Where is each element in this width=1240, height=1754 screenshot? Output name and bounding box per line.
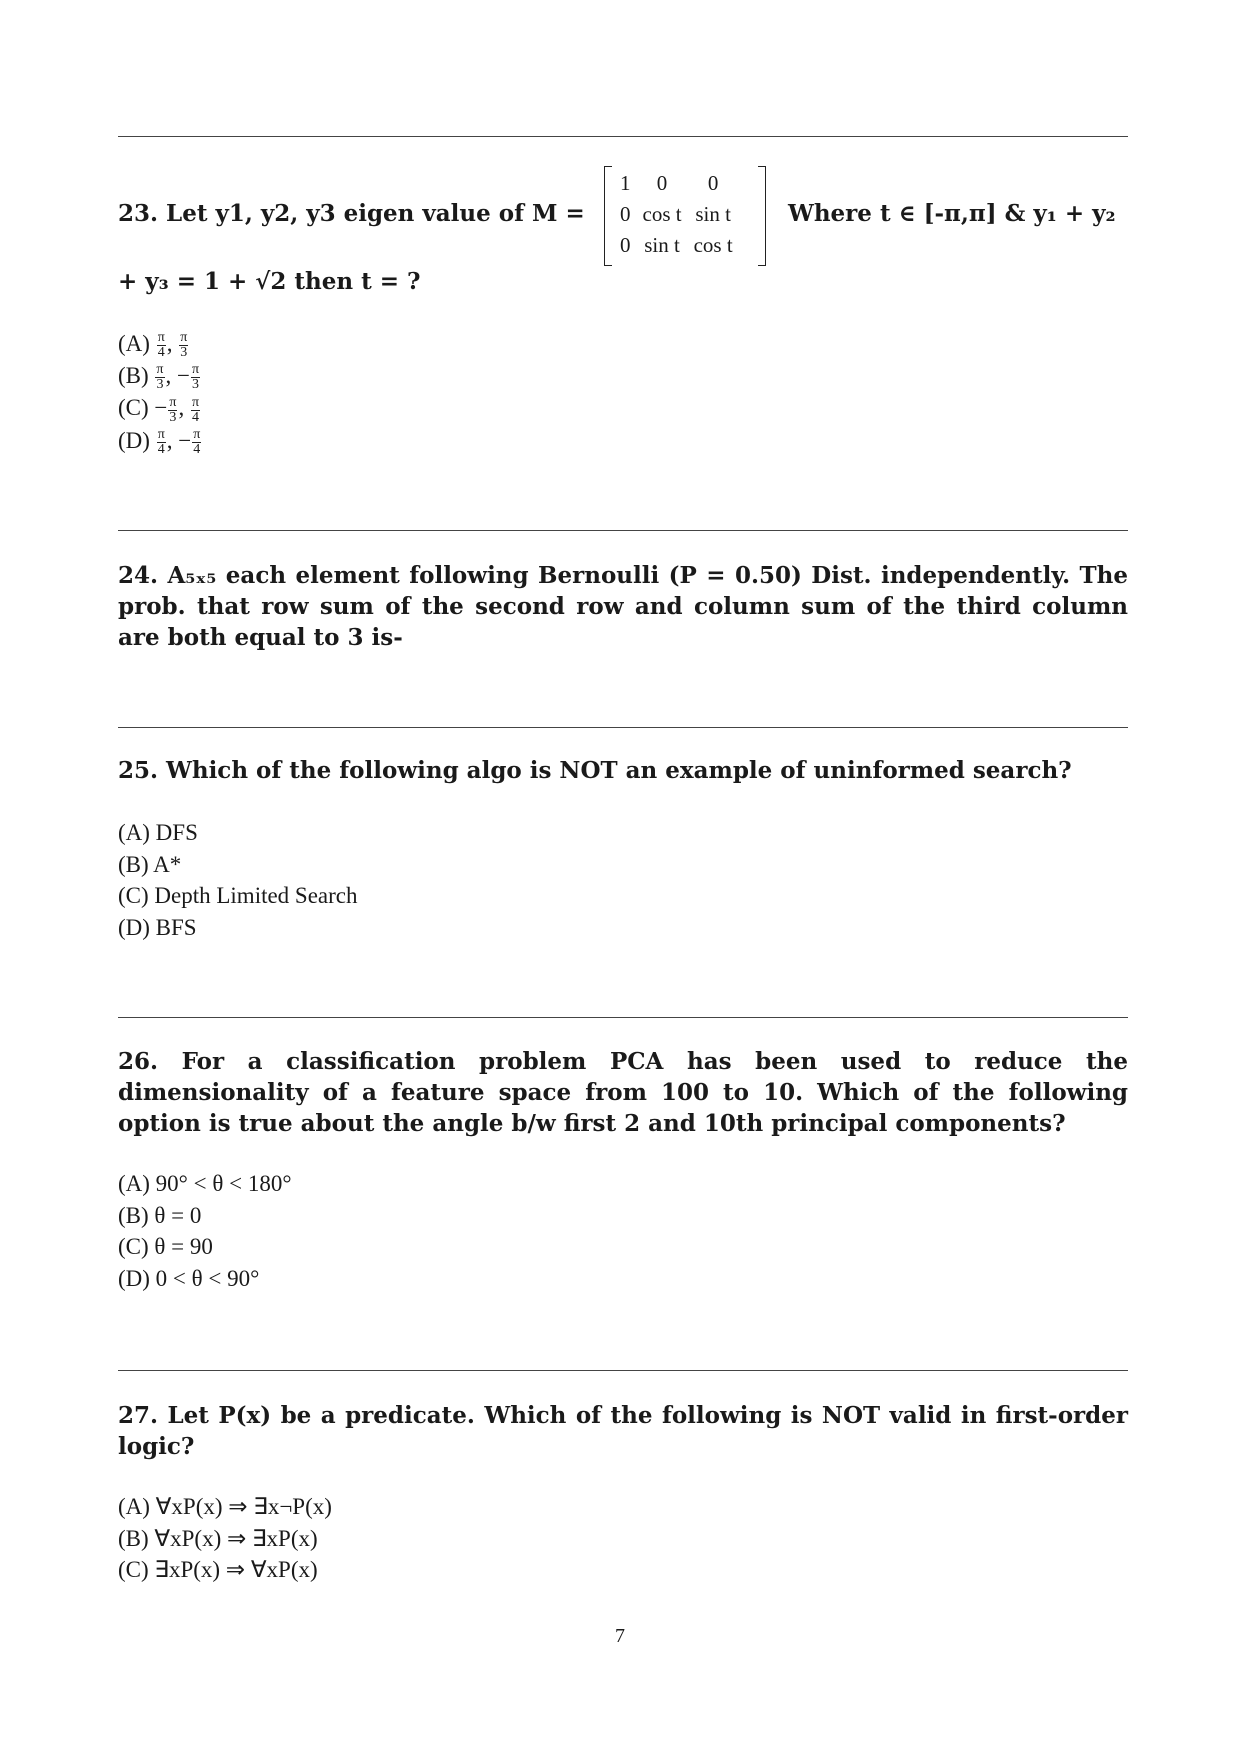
- option-sep: ,: [178, 395, 185, 421]
- q23-option-c: [118, 392, 202, 424]
- q27-options: [118, 1491, 332, 1586]
- frac-den: 3: [192, 377, 200, 393]
- frac-num: π: [193, 426, 201, 442]
- q26-option-a: (A) 90° < θ < 180°: [118, 1171, 292, 1196]
- divider: [118, 530, 1128, 531]
- q25-options: [118, 817, 358, 943]
- frac-num: π: [180, 330, 188, 346]
- q27-text: 27. Let P(x) be a predicate. Which of the following is NOT valid in first-order logic?: [118, 1402, 1128, 1460]
- frac-den: 4: [157, 345, 165, 361]
- q26-option-d: (D) 0 < θ < 90°: [118, 1265, 260, 1291]
- q23-option-b: [118, 360, 202, 392]
- q23-lead: 23. Let y1, y2, y3 eigen value of M =: [118, 200, 585, 227]
- q25-option-d: (D) BFS: [118, 914, 197, 940]
- q26-option-b: (B) θ = 0: [118, 1202, 202, 1228]
- divider: [118, 1370, 1128, 1371]
- frac-den: 3: [180, 345, 188, 361]
- q25-option-a: (A) DFS: [118, 820, 198, 845]
- divider: [118, 1017, 1128, 1018]
- frac-den: 3: [169, 409, 177, 425]
- q25-option-c: (C) Depth Limited Search: [118, 883, 358, 908]
- matrix-cell: 0: [707, 171, 719, 195]
- option-label: (C) −: [118, 395, 168, 421]
- frac-num: π: [191, 362, 200, 378]
- fraction: [191, 396, 200, 425]
- matrix-cell: cos t: [693, 233, 733, 257]
- fraction: [157, 331, 166, 360]
- q23-line2: + y₃ = 1 + √2 then t = ?: [118, 268, 421, 295]
- fraction: [191, 363, 200, 392]
- fraction: [179, 331, 188, 360]
- fraction: [168, 396, 177, 425]
- q26-option-c: (C) θ = 90: [118, 1234, 213, 1259]
- option-sep: , −: [166, 427, 192, 453]
- matrix-left-bracket: [604, 166, 612, 266]
- option-label: (D): [118, 427, 150, 453]
- q26-options: [118, 1168, 292, 1294]
- q27-option-b: (B) ∀xP(x) ⇒ ∃xP(x): [118, 1525, 318, 1551]
- frac-num: π: [157, 426, 165, 442]
- q26-text: 26. For a classification problem PCA has been used to reduce the dimensionality of a feature space from 100 to 10. Which of the following option is true about the angle b/w first 2 and 10th principal components?: [118, 1048, 1128, 1137]
- q23-option-a: [118, 328, 202, 360]
- fraction: [192, 428, 201, 457]
- frac-num: π: [191, 394, 200, 410]
- frac-den: 3: [156, 377, 164, 393]
- frac-den: 4: [192, 409, 199, 425]
- fraction: [157, 428, 166, 457]
- matrix-cell: cos t: [642, 202, 682, 226]
- q27-option-c: (C) ∃xP(x) ⇒ ∀xP(x): [118, 1557, 318, 1582]
- page-number: 7: [615, 1625, 625, 1647]
- q23-matrix: [604, 166, 766, 264]
- fraction: [155, 363, 164, 392]
- q23-trail: Where t ∈ [-π,π] & y₁ + y₂: [788, 200, 1116, 227]
- q24-text: 24. A₅ₓ₅ each element following Bernoulli (P = 0.50) Dist. independently. The prob. that row sum of the second row and column sum of the third column are both equal to 3 is-: [118, 562, 1128, 651]
- matrix-cell: sin t: [644, 233, 680, 257]
- matrix-cell: sin t: [695, 202, 731, 226]
- matrix-right-bracket: [758, 166, 766, 266]
- q23-option-d: [118, 425, 202, 457]
- matrix-cell: 1: [620, 171, 631, 195]
- frac-num: π: [169, 394, 177, 410]
- matrix-cell: 0: [620, 202, 631, 226]
- q25-option-b: (B) A*: [118, 851, 182, 877]
- option-sep: ,: [166, 331, 173, 356]
- frac-num: π: [157, 330, 165, 346]
- q27-option-a: (A) ∀xP(x) ⇒ ∃x¬P(x): [118, 1494, 332, 1519]
- q25-text: 25. Which of the following algo is NOT an example of uninformed search?: [118, 757, 1072, 784]
- option-label: (B): [118, 363, 149, 389]
- frac-num: π: [156, 362, 164, 378]
- option-sep: , −: [165, 363, 190, 389]
- matrix-cell: 0: [620, 233, 631, 257]
- q23-options: [118, 328, 202, 457]
- frac-den: 4: [157, 441, 165, 457]
- frac-den: 4: [193, 441, 201, 457]
- divider: [118, 727, 1128, 728]
- divider-top: [118, 136, 1128, 137]
- option-label: (A): [118, 331, 150, 356]
- matrix-table: [614, 168, 739, 261]
- matrix-cell: 0: [656, 171, 668, 195]
